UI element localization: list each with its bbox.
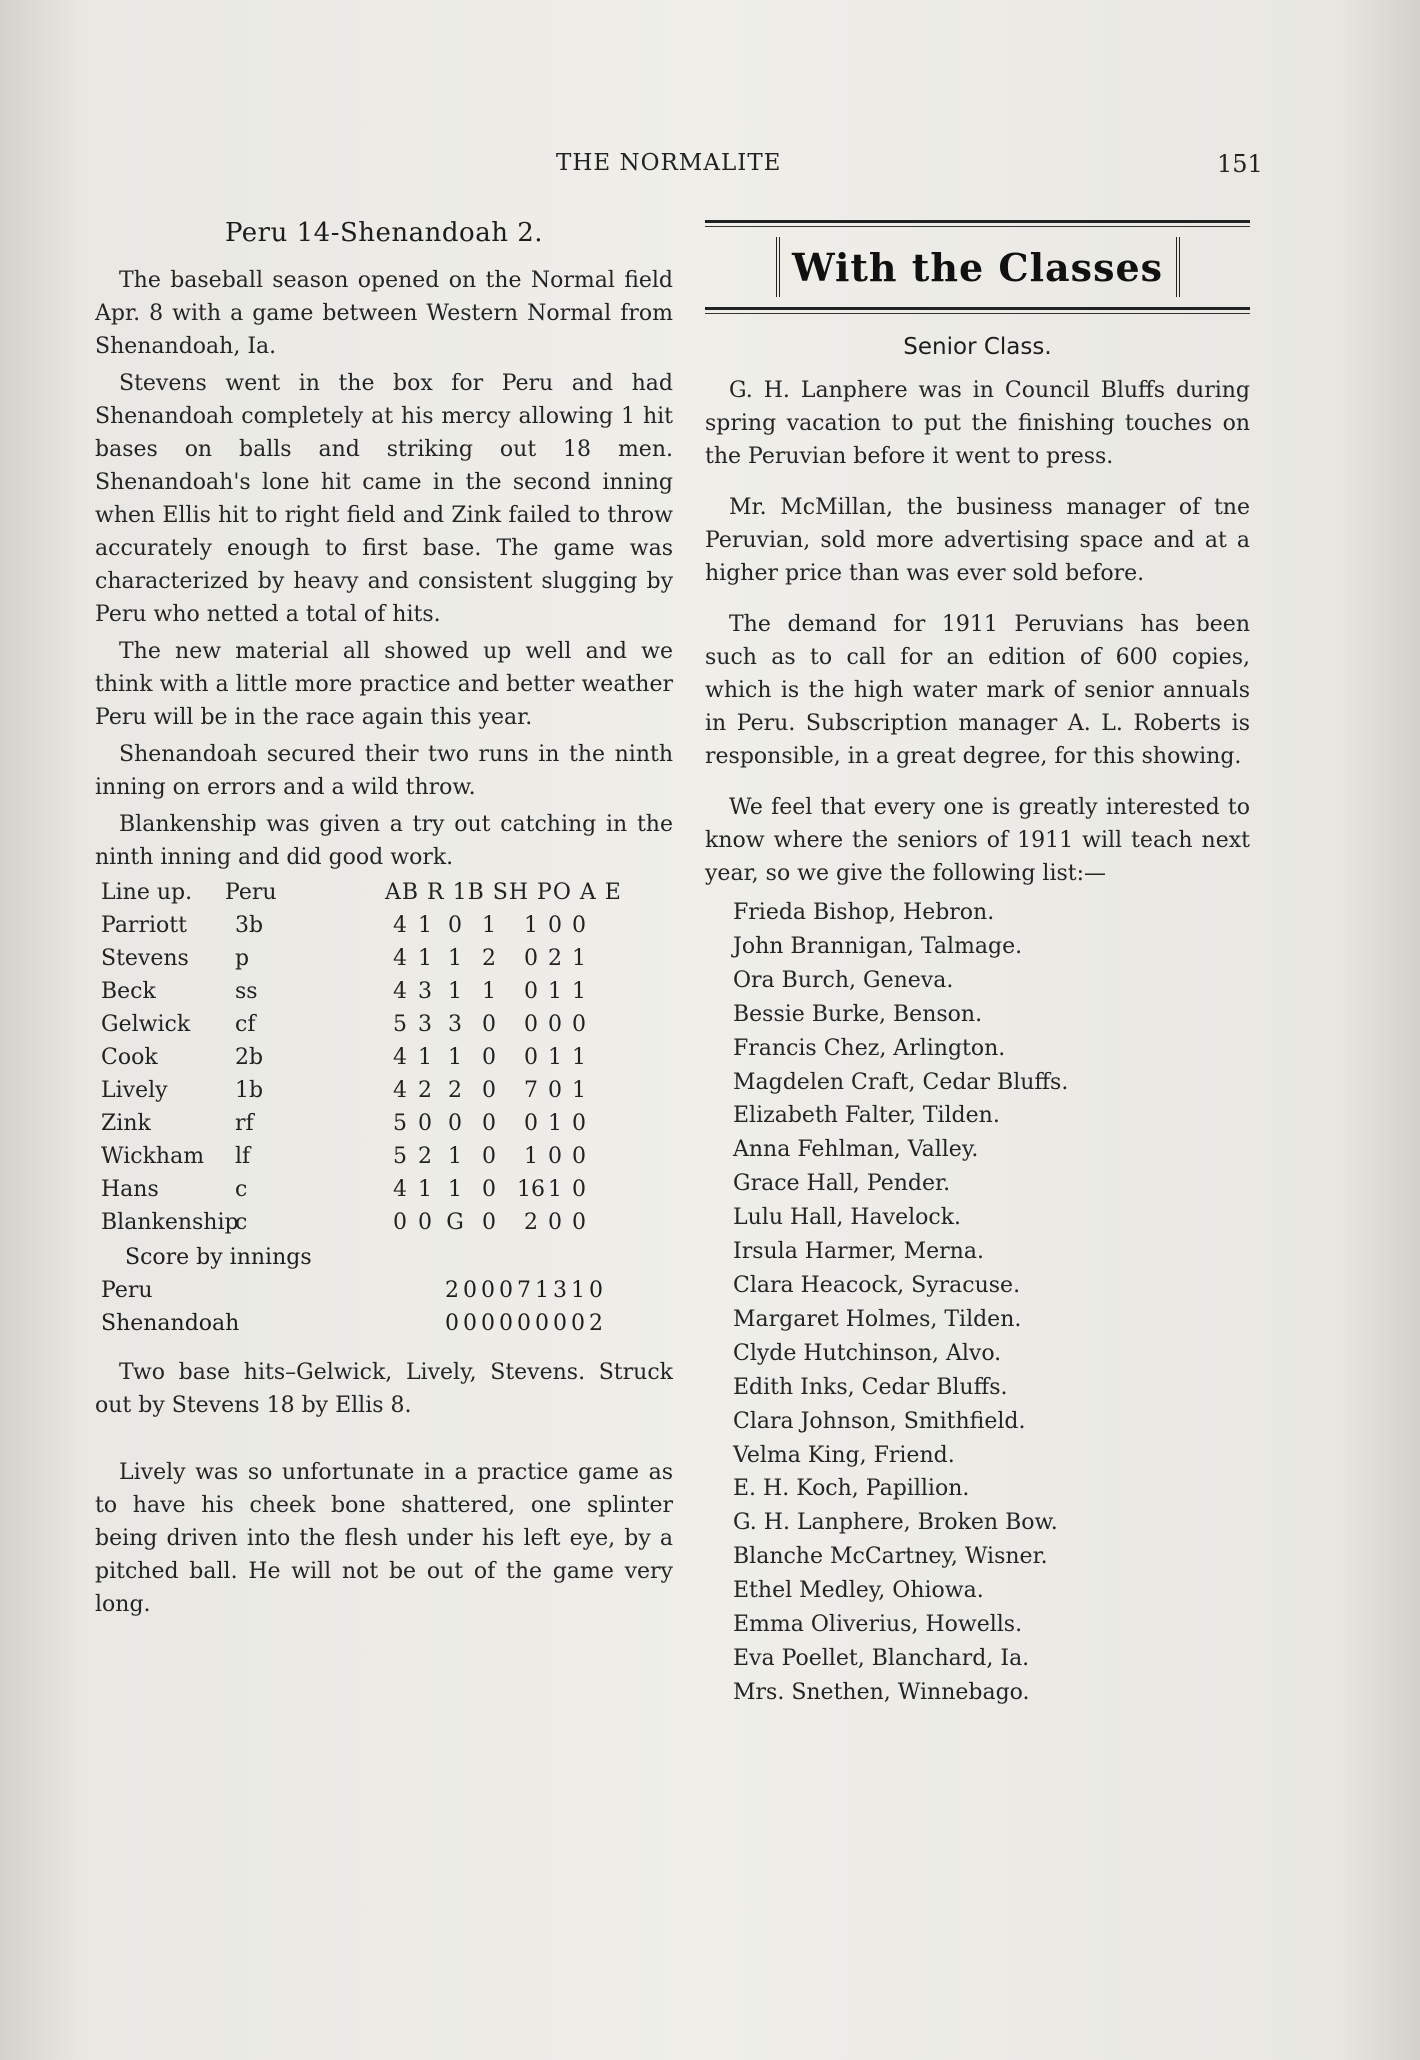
player-stat: 0 [482, 1210, 496, 1235]
innings-row [95, 1311, 673, 1344]
senior-list [733, 896, 1250, 1710]
player-stat: 0 [448, 913, 462, 938]
player-name: Parriott [101, 913, 187, 938]
player-stat: G [446, 1210, 464, 1235]
player-stat: 0 [548, 1144, 562, 1169]
player-row [95, 1144, 673, 1177]
player-stat: 0 [418, 1210, 432, 1235]
player-name: Lively [101, 1078, 168, 1103]
senior-entry: Lulu Hall, Havelock. [733, 1205, 962, 1231]
senior-entry: Eva Poellet, Blanchard, Ia. [733, 1645, 1030, 1671]
player-name: Wickham [101, 1144, 205, 1169]
player-row [95, 1177, 673, 1210]
game-summary: Two base hits–Gelwick, Lively, Stevens. Struck out by Stevens 18 by Ellis 8. [95, 1360, 673, 1418]
lively-note: Lively was so unfortunate in a practice game as to have his cheek bone shattered, one splinter being driven into the flesh under his left eye, by a pitched ball. He will not be out of the game very long. [95, 1460, 673, 1617]
senior-entry: Elizabeth Falter, Tilden. [733, 1103, 1000, 1129]
player-stat: 1 [448, 946, 462, 971]
player-stat: 0 [548, 1012, 562, 1037]
senior-entry: Ethel Medley, Ohiowa. [733, 1578, 984, 1604]
player-stat: 1 [572, 946, 586, 971]
player-row [95, 1111, 673, 1144]
player-position: 2b [235, 1045, 264, 1070]
senior-entry: Francis Chez, Arlington. [733, 1035, 1006, 1061]
player-row [95, 1012, 673, 1045]
article-paragraph: Stevens went in the box for Peru and had Shenandoah completely at his mercy allowing 1 hit bases on balls and striking out 18 men. Shenandoah's lone hit came in the second inning when Ellis hit to right field and Zink failed to throw accurately enough to first base. The game was characterized by heavy and consistent slugging by Peru who netted a total of hits. [95, 371, 673, 627]
article-paragraph: Shenandoah secured their two runs in the ninth inning on errors and a wild throw. [95, 742, 673, 800]
player-stat: 4 [393, 913, 407, 938]
player-position: cf [235, 1012, 256, 1037]
player-position: c [235, 1210, 248, 1235]
senior-entry: Frieda Bishop, Hebron. [733, 900, 995, 925]
right-column [705, 218, 1250, 1710]
senior-entry: Mrs. Snethen, Winnebago. [733, 1679, 1030, 1705]
senior-entry: Ora Burch, Geneva. [733, 967, 954, 993]
banner-rule [705, 220, 1250, 223]
player-stat: 1 [418, 946, 432, 971]
player-stat: 0 [572, 1111, 586, 1136]
player-position: ss [235, 979, 258, 1004]
senior-entry: G. H. Lanphere, Broken Bow. [733, 1510, 1058, 1536]
player-stat: 1 [448, 1144, 462, 1169]
player-position: lf [235, 1144, 251, 1169]
senior-entry: Clara Heacock, Syracuse. [733, 1272, 1021, 1298]
player-stat: 1 [482, 979, 496, 1004]
running-title: THE NORMALITE [556, 150, 782, 176]
player-row [95, 979, 673, 1012]
player-stat: 4 [393, 979, 407, 1004]
player-stat: 0 [572, 1012, 586, 1037]
player-stat: 0 [418, 1111, 432, 1136]
player-stat: 0 [482, 1078, 496, 1103]
player-position: p [235, 946, 250, 971]
player-stat: 1 [572, 979, 586, 1004]
left-column [95, 218, 673, 1625]
page-number: 151 [1217, 150, 1263, 178]
player-stat: 3 [418, 1012, 432, 1037]
senior-entry: Magdelen Craft, Cedar Bluffs. [733, 1069, 1069, 1095]
player-stat: 1 [572, 1045, 586, 1070]
player-stat: 5 [393, 1012, 407, 1037]
player-stat: 2 [418, 1078, 432, 1103]
innings-label: Score by innings [125, 1245, 312, 1270]
article-paragraph: Blankenship was given a try out catching in the ninth inning and did good work. [95, 812, 673, 870]
senior-entry: E. H. Koch, Papillion. [733, 1476, 970, 1502]
player-stat: 2 [548, 946, 562, 971]
article-paragraph: The new material all showed up well and we think with a little more practice and better weather Peru will be in the race again this year. [95, 639, 673, 730]
player-stat: 0 [524, 1111, 538, 1136]
lineup-label: Line up. [101, 880, 193, 905]
player-stat: 4 [393, 946, 407, 971]
section-heading: Senior Class. [903, 334, 1052, 360]
senior-entry: Irsula Harmer, Merna. [733, 1239, 984, 1265]
innings-team: Shenandoah [101, 1311, 240, 1336]
player-stat: 0 [572, 1210, 586, 1235]
innings-row [95, 1278, 673, 1311]
player-name: Blankenship [101, 1210, 239, 1235]
box-score-header [95, 880, 673, 913]
player-stat: 0 [482, 1111, 496, 1136]
class-paragraph: G. H. Lanphere was in Council Bluffs during spring vacation to put the finishing touches on the Peruvian before it went to press. [705, 378, 1250, 469]
box-score [95, 880, 673, 1243]
player-stat: 1 [572, 1078, 586, 1103]
player-stat: 1 [548, 1111, 562, 1136]
senior-entry: Bessie Burke, Benson. [733, 1001, 983, 1027]
lineup-team: Peru [225, 880, 277, 905]
player-stat: 1 [524, 1144, 538, 1169]
player-stat: 0 [524, 979, 538, 1004]
player-stat: 4 [393, 1045, 407, 1070]
senior-entry: Blanche McCartney, Wisner. [733, 1544, 1048, 1570]
player-position: 1b [235, 1078, 264, 1103]
senior-entry: Margaret Holmes, Tilden. [733, 1306, 1022, 1332]
player-stat: 1 [418, 1177, 432, 1202]
player-stat: 4 [393, 1078, 407, 1103]
player-stat: 5 [393, 1111, 407, 1136]
player-row [95, 1045, 673, 1078]
player-stat: 0 [448, 1111, 462, 1136]
player-stat: 0 [548, 913, 562, 938]
player-stat: 3 [418, 979, 432, 1004]
class-paragraph: The demand for 1911 Peruvians has been such as to call for an edition of 600 copies, which is the high water mark of senior annuals in Peru. Subscription manager A. L. Roberts is responsible, in a great degree, for this showing. [705, 612, 1250, 769]
player-name: Stevens [101, 946, 189, 971]
player-stat: 0 [572, 1144, 586, 1169]
banner-rule [705, 307, 1250, 310]
player-name: Hans [101, 1177, 159, 1202]
senior-entry: Emma Oliverius, Howells. [733, 1612, 1023, 1638]
section-banner [705, 220, 1250, 314]
player-stat: 1 [448, 1045, 462, 1070]
player-position: c [235, 1177, 248, 1202]
player-stat: 0 [572, 913, 586, 938]
senior-entry: Velma King, Friend. [733, 1442, 955, 1468]
player-stat: 0 [572, 1177, 586, 1202]
player-stat: 2 [524, 1210, 538, 1235]
player-stat: 1 [418, 1045, 432, 1070]
player-stat: 0 [548, 1210, 562, 1235]
player-stat: 2 [448, 1078, 462, 1103]
player-row [95, 913, 673, 946]
player-row [95, 1210, 673, 1243]
class-paragraph: We feel that every one is greatly interested to know where the seniors of 1911 will teach next year, so we give the following list:— [705, 795, 1250, 886]
banner-title: With the Classes [776, 237, 1180, 297]
senior-entry: John Brannigan, Talmage. [733, 933, 1023, 959]
player-name: Beck [101, 979, 156, 1004]
player-stat: 1 [418, 913, 432, 938]
banner-rule [705, 226, 1250, 227]
player-row [95, 1078, 673, 1111]
banner-rule [705, 313, 1250, 314]
player-row [95, 946, 673, 979]
player-stat: 7 [524, 1078, 538, 1103]
player-name: Cook [101, 1045, 158, 1070]
player-stat: 1 [448, 979, 462, 1004]
article-title: Peru 14-Shenandoah 2. [224, 218, 544, 248]
stat-columns: AB R 1B SH PO A E [385, 880, 622, 905]
player-name: Gelwick [101, 1012, 191, 1037]
score-by-innings [95, 1245, 673, 1344]
class-paragraph: Mr. McMillan, the business manager of tne Peruvian, sold more advertising space and at a higher price than was ever sold before. [705, 495, 1250, 586]
player-stat: 1 [548, 979, 562, 1004]
player-stat: 1 [482, 913, 496, 938]
senior-entry: Grace Hall, Pender. [733, 1171, 951, 1197]
player-stat: 0 [524, 946, 538, 971]
player-stat: 0 [524, 1012, 538, 1037]
senior-entry: Clara Johnson, Smithfield. [733, 1408, 1026, 1434]
player-stat: 0 [524, 1045, 538, 1070]
innings-runs: 000000002 [445, 1311, 607, 1336]
player-stat: 0 [482, 1045, 496, 1070]
player-stat: 0 [393, 1210, 407, 1235]
player-stat: 1 [548, 1177, 562, 1202]
player-stat: 16 [517, 1177, 545, 1202]
player-position: 3b [235, 913, 264, 938]
player-stat: 2 [482, 946, 496, 971]
senior-entry: Clyde Hutchinson, Alvo. [733, 1340, 1002, 1366]
player-stat: 0 [482, 1144, 496, 1169]
player-stat: 1 [448, 1177, 462, 1202]
player-stat: 0 [482, 1177, 496, 1202]
player-stat: 3 [448, 1012, 462, 1037]
player-stat: 0 [548, 1078, 562, 1103]
player-stat: 0 [482, 1012, 496, 1037]
player-stat: 1 [524, 913, 538, 938]
player-position: rf [235, 1111, 254, 1136]
player-stat: 2 [418, 1144, 432, 1169]
player-stat: 1 [548, 1045, 562, 1070]
innings-runs: 200071310 [445, 1278, 607, 1303]
senior-entry: Anna Fehlman, Valley. [733, 1137, 979, 1163]
article-paragraph: The baseball season opened on the Normal field Apr. 8 with a game between Western Normal from Shenandoah, Ia. [95, 268, 673, 359]
innings-team: Peru [101, 1278, 153, 1303]
senior-entry: Edith Inks, Cedar Bluffs. [733, 1374, 1008, 1400]
player-stat: 4 [393, 1177, 407, 1202]
player-name: Zink [101, 1111, 151, 1136]
player-stat: 5 [393, 1144, 407, 1169]
